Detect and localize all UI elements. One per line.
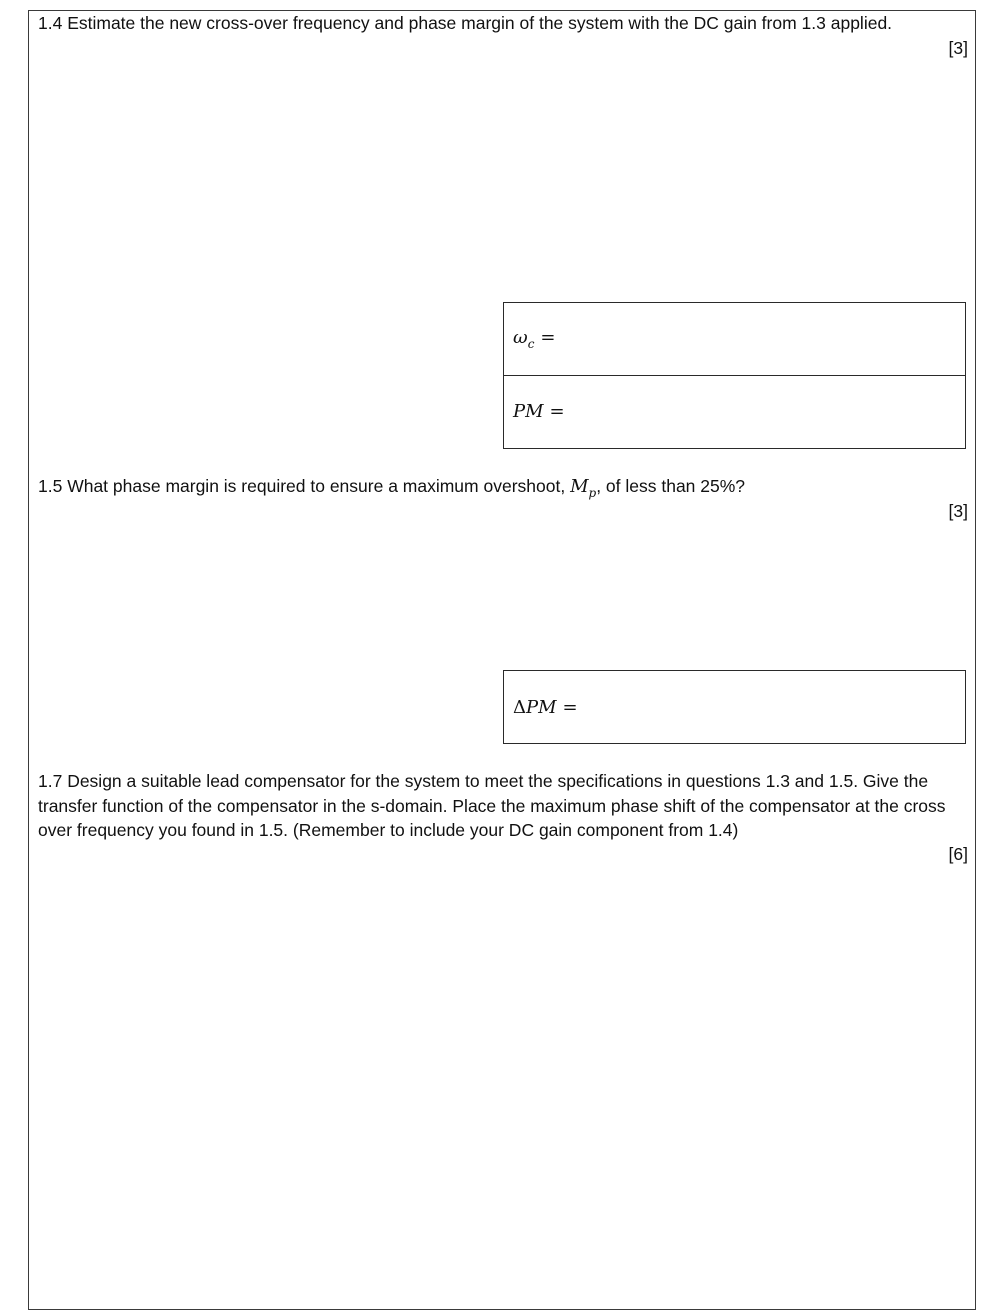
pm-answer-field[interactable] bbox=[504, 375, 965, 447]
question-1-4-marks: [3] bbox=[948, 38, 968, 58]
page-frame bbox=[28, 10, 976, 1310]
pm-label: PM = bbox=[513, 401, 565, 422]
question-1-7-text: 1.7 Design a suitable lead compensator for the system to meet the specifications in questions 1.3 and 1.5. Give the transfer function of the compensator in the s-domain. Place the maximum phase shift of the compensator at the cross over frequency you found in 1.5. (Remember to include your DC gain component from 1.4) bbox=[38, 771, 946, 840]
answer-box-1-5 bbox=[503, 670, 966, 744]
answer-box-1-4 bbox=[503, 302, 966, 449]
question-1-7-marks: [6] bbox=[948, 844, 968, 864]
delta-pm-answer-field[interactable] bbox=[504, 671, 965, 743]
question-1-5-text: 1.5 What phase margin is required to ensure a maximum overshoot, $M_p$, of less than 25%? bbox=[38, 476, 746, 500]
delta-pm-label: ΔPM = bbox=[513, 696, 578, 718]
omega-c-label: $\omega_c$ = bbox=[513, 327, 556, 351]
omega-c-answer-field[interactable] bbox=[504, 303, 965, 375]
question-1-5-marks: [3] bbox=[948, 501, 968, 521]
mp-symbol: $M_p$ bbox=[570, 476, 597, 500]
question-1-4-text: 1.4 Estimate the new cross-over frequency and phase margin of the system with the DC gain from 1.3 applied. bbox=[38, 13, 893, 33]
